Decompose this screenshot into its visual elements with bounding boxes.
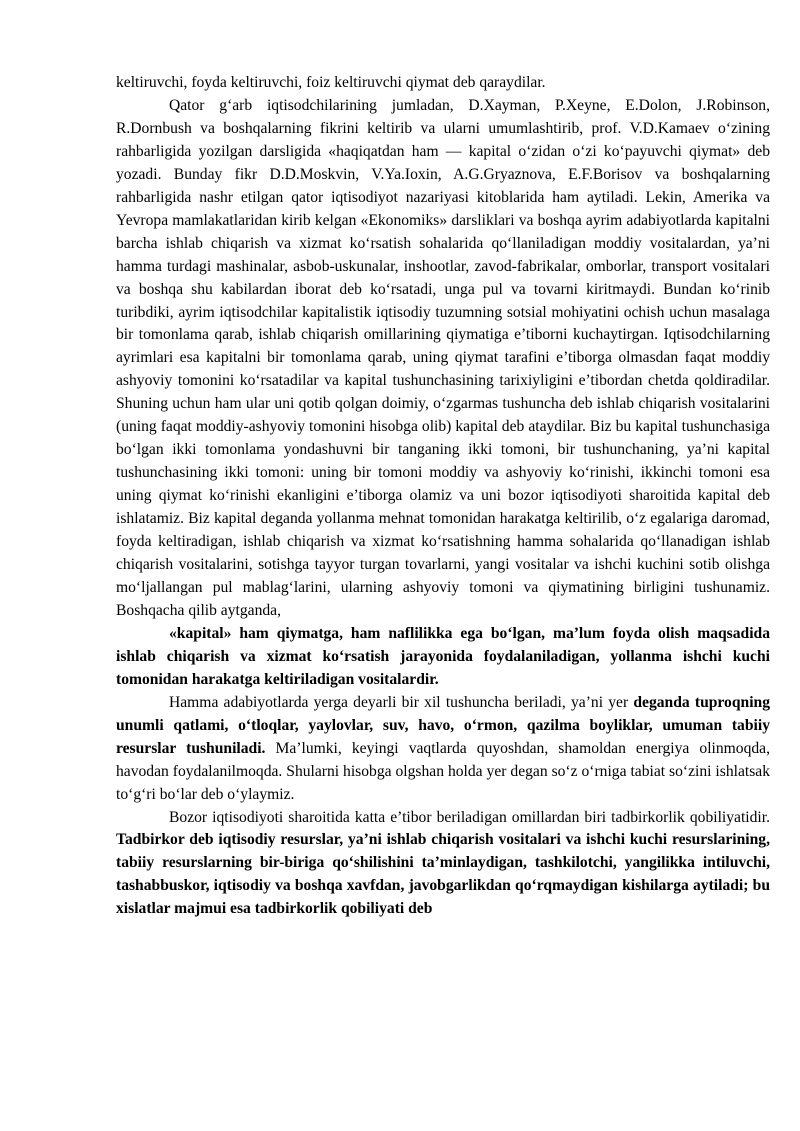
bold-definition: deganda tuproqning unumli qatlami, o‘tloqlar, yaylovlar, suv, havo, o‘rmon, qazilma boyliklar, umuman tabiiy resurslar tushuniladi. (116, 693, 770, 757)
paragraph-5-entrepreneurship (116, 807, 770, 922)
paragraph-text: Qator g‘arb iqtisodchilarining jumladan, D.Xayman, P.Xeyne, E.Dolon, J.Robinson, R.Dornbush va boshqalarning fikrini keltirib va ularni umumlashtirib, prof. V.D.Kamaev o‘zining rahbarligida yozilgan darsligida «haqiqatdan ham — kapital o‘zidan o‘zi ko‘payuvchi qiymat» deb yozadi. Bunday fikr D.D.Moskvin, V.Ya.Ioxin, A.G.Gryaznova, E.F.Borisov va boshqalarning rahbarligida nashr etilgan qator iqtisodiyot nazariyasi kitoblarida ham aytiladi. Lekin, Amerika va Yevropa mamlakatlaridan kirib kelgan «Ekonomiks» darsliklari va boshqa ayrim adabiyotlarda kapitalni barcha ishlab chiqarish va xizmat ko‘rsatish sohalarida qo‘llaniladigan moddiy vositalardan, ya’ni hamma turdagi mashinalar, asbob-uskunalar, inshootlar, zavod-fabrikalar, omborlar, transport vositalari va boshqa shu kabilardan iborat deb ko‘rsatadi, unga pul va tovarni kiritmaydi. Bundan ko‘rinib turibdiki, ayrim iqtisodchilar kapitalistik iqtisodiy tuzumning sotsial mohiyatini ochish uchun masalaga bir tomonlama qarab, ishlab chiqarish omillarining qiymatiga e’tiborni kuchaytirgan. Iqtisodchilarning ayrimlari esa kapitalni bir tomonlama qarab, uning qiymat tarafini e’tiborga olmasdan faqat moddiy ashyoviy tomonini ko‘rsatadilar va kapital tushunchasining tarixiyligini e’tibordan chetda qoldiradilar. Shuning uchun ham ular uni qotib qolgan doimiy, o‘zgarmas tushuncha deb ishlab chiqarish vositalarini (uning faqat moddiy-ashyoviy tomonini hisobga olib) kapital deb ataydilar. Biz bu kapital tushunchasiga bo‘lgan ikki tomonlama yondashuvni bir tanganing ikki tomoni, bir tushunchaning, ya’ni kapital tushunchasining ikki tomoni: uning bir tomoni moddiy va ashyoviy ko‘rinishi, ikkinchi tomoni esa uning qiymat ko‘rinishi ekanligini e’tiborga olamiz va uni bozor iqtisodiyoti sharoitida kapital deb ishlatamiz. Biz kapital deganda yollanma mehnat tomonidan harakatga keltirilib, o‘z egalariga daromad, foyda keltiradigan, ishlab chiqarish va xizmat ko‘rsatishning hamma sohalarida qo‘llanadigan ishlab chiqarish vositalarini, sotishga tayyor turgan tovarlarni, yangi vositalar va ishchi kuchini sotib olishga mo‘ljallangan pul mablag‘larini, ularning ashyoviy tomoni va qiymatining birligini tushunamiz. Boshqacha qilib aytganda, (116, 96, 770, 619)
paragraph-3-capital-definition (116, 623, 770, 692)
paragraph-text: Hamma adabiyotlarda yerga deyarli bir xil tushuncha beriladi, ya’ni yer (169, 693, 634, 711)
paragraph-1 (116, 72, 770, 95)
paragraph-text: Bozor iqtisodiyoti sharoitida katta e’tibor beriladigan omillardan biri tadbirkorlik qobiliyatidir. (169, 808, 770, 826)
paragraph-4-land (116, 692, 770, 807)
paragraph-2 (116, 95, 770, 623)
document-body (116, 72, 770, 921)
bold-definition: Tadbirkor deb iqtisodiy resurslar, ya’ni ishlab chiqarish vositalari va ishchi kuchi resurslarining, tabiiy resurslarning bir-biriga qo‘shilishini ta’minlaydigan, tashkilotchi, yangilikka intiluvchi, tashabbuskor, iqtisodiy va boshqa xavfdan, javobgarlikdan qo‘rqmaydigan kishilarga aytiladi; bu xislatlar majmui esa tadbirkorlik qobiliyati deb (116, 831, 770, 918)
bold-definition: «kapital» ham qiymatga, ham naflilikka ega bo‘lgan, ma’lum foyda olish maqsadida ishlab chiqarish va xizmat ko‘rsatish jarayonida foydalaniladigan, yollanma ishchi kuchi tomonidan harakatga keltiriladigan vositalardir. (116, 624, 770, 688)
paragraph-text: Ma’lumki, keyingi vaqtlarda quyoshdan, shamoldan energiya olinmoqda, havodan foydalanilmoqda. Shularni hisobga olgshan holda yer degan so‘z o‘rniga tabiat so‘zini ishlatsak to‘g‘ri bo‘lar deb o‘ylaymiz. (116, 739, 770, 803)
paragraph-text: keltiruvchi, foyda keltiruvchi, foiz keltiruvchi qiymat deb qaraydilar. (116, 74, 546, 91)
